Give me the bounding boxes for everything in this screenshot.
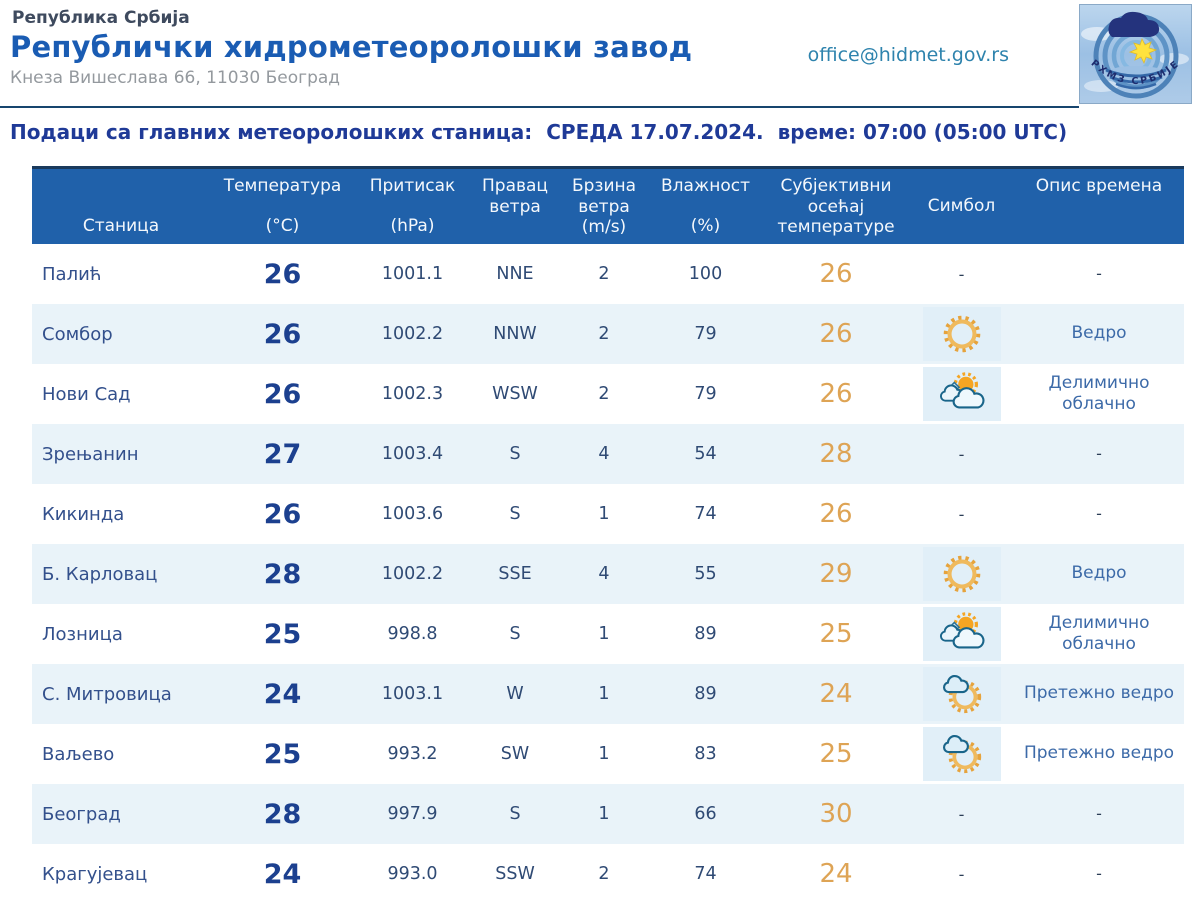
pressure-value: 993.2 [387, 744, 438, 764]
weather-symbol-cell: - [958, 444, 965, 464]
report-date: СРЕДА 17.07.2024. [546, 120, 764, 144]
pressure-value: 1002.3 [381, 384, 444, 404]
stations-table-wrap [32, 166, 1200, 904]
weather-symbol-cell: - [958, 264, 965, 284]
weather-symbol-cell [909, 364, 1014, 424]
weather-description: - [1096, 264, 1102, 283]
station-name: С. Митровица [42, 683, 172, 705]
feels-like-value: 29 [819, 559, 853, 589]
wind-speed-value: 1 [598, 804, 610, 824]
report-title-line [10, 120, 1200, 144]
table-header-row [32, 168, 1184, 245]
sun-icon [923, 307, 1001, 361]
wind-direction-value: S [509, 804, 521, 824]
column-header [355, 168, 470, 245]
wind-speed-value: 1 [598, 684, 610, 704]
column-unit: (°C) [265, 216, 300, 237]
station-row [32, 664, 1184, 724]
column-header [210, 168, 355, 245]
partly-cloudy-icon [923, 607, 1001, 661]
weather-symbol-cell [909, 544, 1014, 604]
pressure-value: 998.8 [387, 624, 438, 644]
wind-speed-value: 2 [598, 864, 610, 884]
humidity-value: 54 [694, 444, 717, 464]
wind-speed-value: 1 [598, 744, 610, 764]
organization-logo [1079, 0, 1200, 108]
station-name: Ваљево [42, 743, 115, 765]
feels-like-value: 26 [819, 379, 853, 409]
temperature-value: 26 [263, 258, 302, 290]
column-unit: (m/s) [581, 217, 627, 238]
feels-like-value: 30 [819, 799, 853, 829]
station-row [32, 424, 1184, 484]
weather-description: Претежно ведро [1023, 683, 1175, 704]
pressure-value: 997.9 [387, 804, 438, 824]
temperature-value: 24 [263, 858, 302, 890]
temperature-value: 26 [263, 498, 302, 530]
country-name: Република Србија [12, 8, 190, 28]
pressure-value: 1001.1 [381, 264, 444, 284]
weather-description: Ведро [1071, 323, 1127, 344]
station-row [32, 544, 1184, 604]
column-header [1014, 168, 1184, 245]
wind-direction-value: SSW [495, 864, 535, 884]
weather-symbol-cell [909, 664, 1014, 724]
column-label: Симбол [927, 196, 996, 217]
station-name: Сомбор [42, 323, 113, 345]
brand-text-block [0, 0, 1079, 108]
station-name: Нови Сад [42, 383, 131, 405]
column-header [470, 168, 560, 245]
weather-description: - [1096, 504, 1102, 523]
station-name: Београд [42, 803, 121, 825]
humidity-value: 79 [694, 384, 717, 404]
humidity-value: 74 [694, 864, 717, 884]
column-header [32, 168, 210, 245]
humidity-value: 66 [694, 804, 717, 824]
column-unit: (%) [690, 216, 721, 237]
pressure-value: 1003.1 [381, 684, 444, 704]
column-label: Правац ветра [482, 176, 548, 217]
column-header [763, 168, 909, 245]
organization-address: Кнеза Вишеслава 66, 11030 Београд [10, 68, 341, 88]
wind-speed-value: 1 [598, 624, 610, 644]
brand-header [0, 0, 1200, 108]
pressure-value: 1002.2 [381, 564, 444, 584]
station-row [32, 784, 1184, 844]
wind-direction-value: S [509, 504, 521, 524]
wind-direction-value: S [509, 444, 521, 464]
wind-direction-value: S [509, 624, 521, 644]
station-row [32, 244, 1184, 304]
temperature-value: 28 [263, 558, 302, 590]
feels-like-value: 26 [819, 259, 853, 289]
wind-direction-value: SSE [498, 564, 532, 584]
pressure-value: 1002.2 [381, 324, 444, 344]
logo-curved-text: РХМЗ СРБИЈЕ [1088, 57, 1183, 88]
station-name: Крагујевац [42, 863, 148, 885]
pressure-value: 1003.4 [381, 444, 444, 464]
temperature-value: 28 [263, 798, 302, 830]
wind-direction-value: NNE [496, 264, 534, 284]
column-label: Станица [82, 216, 160, 237]
humidity-value: 79 [694, 324, 717, 344]
temperature-value: 26 [263, 318, 302, 350]
station-row [32, 304, 1184, 364]
station-row [32, 844, 1184, 904]
mostly-sunny-icon [923, 667, 1001, 721]
feels-like-value: 24 [819, 859, 853, 889]
weather-symbol-cell: - [958, 804, 965, 824]
temperature-value: 27 [263, 438, 302, 470]
humidity-value: 100 [688, 264, 723, 284]
wind-speed-value: 1 [598, 504, 610, 524]
humidity-value: 89 [694, 624, 717, 644]
temperature-value: 25 [263, 618, 302, 650]
station-row [32, 724, 1184, 784]
weather-description: - [1096, 804, 1102, 823]
feels-like-value: 25 [819, 619, 853, 649]
weather-symbol-cell [909, 304, 1014, 364]
feels-like-value: 28 [819, 439, 853, 469]
wind-speed-value: 2 [598, 264, 610, 284]
column-header [560, 168, 648, 245]
station-name: Палић [42, 263, 102, 285]
feels-like-value: 26 [819, 499, 853, 529]
report-title: Подаци са главних метеоролошких станица: [10, 120, 533, 144]
weather-description: Ведро [1071, 563, 1127, 584]
weather-symbol-cell: - [958, 864, 965, 884]
station-row [32, 364, 1184, 424]
humidity-value: 55 [694, 564, 717, 584]
pressure-value: 1003.6 [381, 504, 444, 524]
wind-speed-value: 4 [598, 444, 610, 464]
weather-symbol-cell [909, 724, 1014, 784]
feels-like-value: 26 [819, 319, 853, 349]
sun-icon [923, 547, 1001, 601]
station-name: Б. Карловац [42, 563, 158, 585]
weather-description: Делимично облачно [1048, 612, 1150, 654]
report-time: време: 07:00 (05:00 UTC) [777, 120, 1068, 144]
weather-description: Делимично облачно [1048, 372, 1150, 414]
wind-speed-value: 2 [598, 384, 610, 404]
wind-speed-value: 4 [598, 564, 610, 584]
feels-like-value: 25 [819, 739, 853, 769]
column-label: Влажност [660, 176, 751, 196]
weather-symbol-cell: - [958, 504, 965, 524]
column-label: Притисак [369, 176, 456, 196]
wind-direction-value: WSW [492, 384, 538, 404]
pressure-value: 993.0 [387, 864, 438, 884]
temperature-value: 24 [263, 678, 302, 710]
humidity-value: 83 [694, 744, 717, 764]
column-header [909, 168, 1014, 245]
feels-like-value: 24 [819, 679, 853, 709]
column-label: Субјективни осећај температуре [777, 176, 895, 238]
temperature-value: 26 [263, 378, 302, 410]
stations-table-body [32, 244, 1184, 904]
humidity-value: 89 [694, 684, 717, 704]
wind-direction-value: W [506, 684, 524, 704]
weather-description: Претежно ведро [1023, 743, 1175, 764]
column-label: Брзина ветра [571, 176, 637, 217]
column-label: Температура [223, 176, 342, 196]
column-label: Опис времена [1035, 176, 1163, 196]
column-header [648, 168, 763, 245]
station-name: Кикинда [42, 503, 125, 525]
station-name: Зрењанин [42, 443, 139, 465]
station-name: Лозница [42, 623, 123, 645]
column-unit: (hPa) [390, 216, 435, 237]
weather-description: - [1096, 444, 1102, 463]
wind-direction-value: NNW [493, 324, 537, 344]
rhmz-logo-icon [1079, 4, 1192, 104]
contact-email-link[interactable]: office@hidmet.gov.rs [807, 44, 1009, 66]
weather-symbol-cell [909, 604, 1014, 664]
station-row [32, 484, 1184, 544]
temperature-value: 25 [263, 738, 302, 770]
station-row [32, 604, 1184, 664]
wind-direction-value: SW [500, 744, 530, 764]
weather-description: - [1096, 864, 1102, 883]
mostly-sunny-icon [923, 727, 1001, 781]
organization-name: Републички хидрометеоролошки завод [10, 30, 693, 64]
wind-speed-value: 2 [598, 324, 610, 344]
humidity-value: 74 [694, 504, 717, 524]
partly-cloudy-icon [923, 367, 1001, 421]
stations-table [32, 166, 1184, 904]
